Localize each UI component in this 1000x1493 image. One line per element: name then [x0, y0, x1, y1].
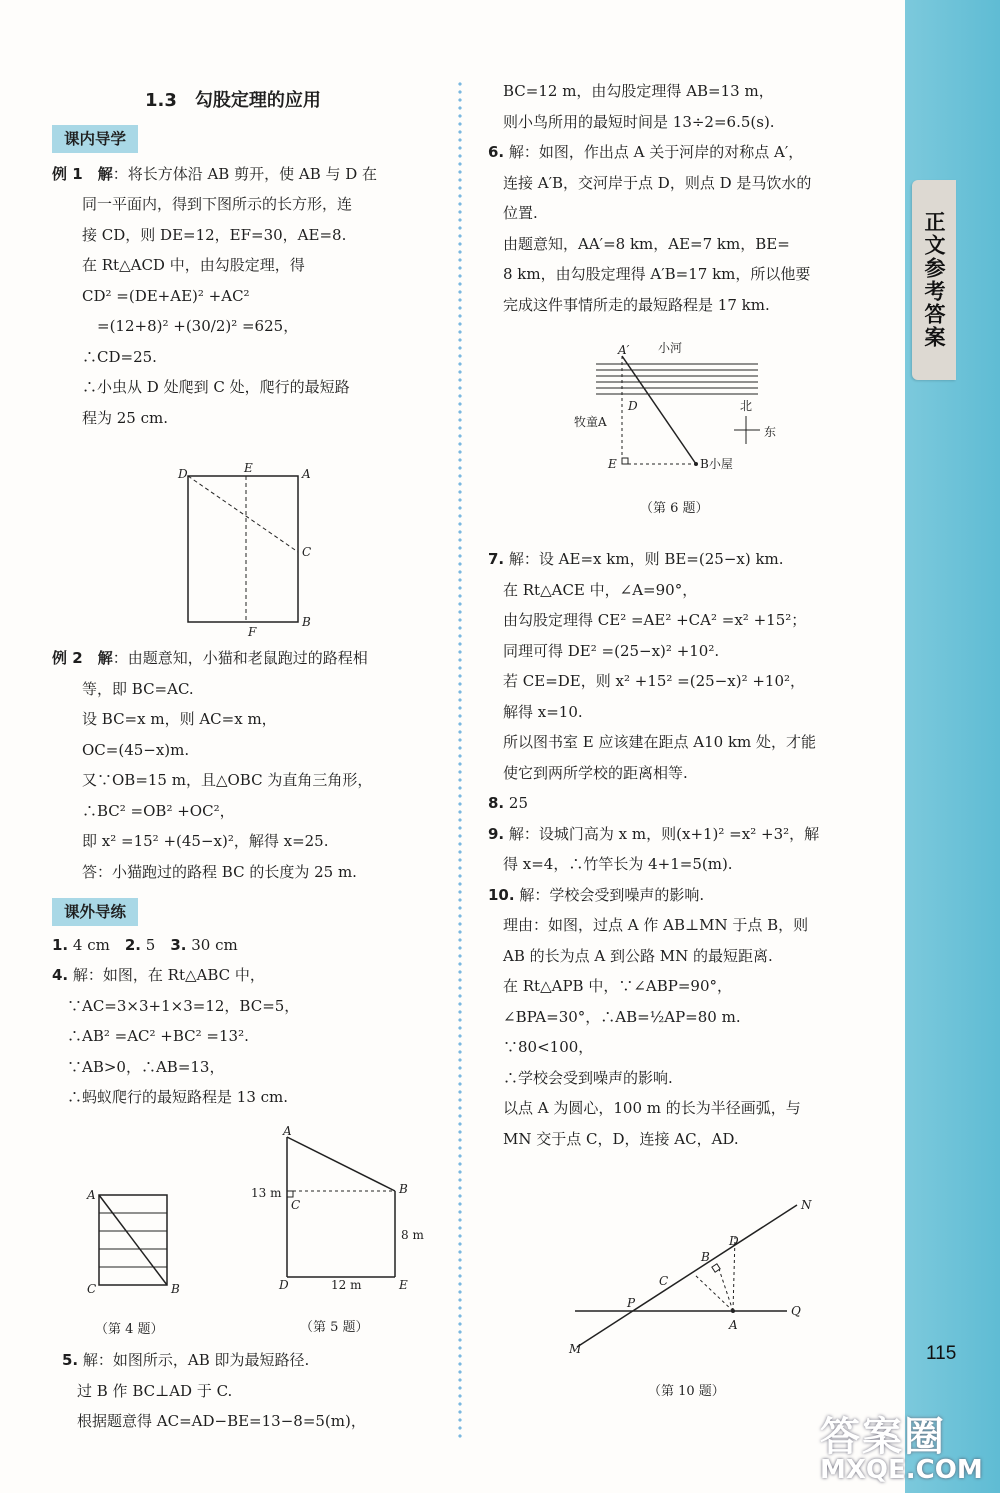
exercises-7-10-text: [488, 544, 819, 1154]
text-line: 同理可得 DE² =(25−x)² +10².: [488, 641, 720, 660]
text-line: 由勾股定理得 CE² =AE² +CA² =x² +15²；: [488, 611, 807, 629]
section-tab[interactable]: [912, 180, 956, 380]
text-line: ∵AC=3×3+1×3=12，BC=5，: [52, 996, 300, 1015]
svg-text:B: B: [171, 1282, 180, 1296]
text-line: ∠BPA=30°，∴AB=½AP=80 m.: [488, 1007, 741, 1026]
watermark-logo: [820, 1405, 990, 1490]
text-line: 根据题意得 AC=AD−BE=13−8=5(m)，: [62, 1412, 366, 1430]
fig5-label-right: 8 m: [401, 1228, 424, 1242]
fig-q10-road: [565, 1195, 825, 1365]
svg-text:D: D: [628, 399, 638, 413]
page-number: 115: [926, 1343, 957, 1364]
svg-text:D: D: [279, 1278, 289, 1292]
exercise-5-6-text: [488, 76, 811, 320]
text-line: AB 的长为点 A 到公路 MN 的最短距离.: [488, 946, 773, 965]
text-line: 接 CD，则 DE=12，EF=30，AE=8.: [52, 225, 347, 244]
svg-text:C: C: [291, 1198, 301, 1212]
example-2-text: [52, 643, 372, 887]
svg-text:B: B: [399, 1182, 408, 1196]
svg-text:C: C: [302, 545, 312, 559]
text-line: 即 x² =15² +(45−x)²，解得 x=25.: [52, 832, 329, 850]
left-column-2: [52, 643, 372, 887]
fig5-label-bottom: 12 m: [331, 1278, 362, 1292]
text-line: ∴AB² =AC² +BC² =13².: [52, 1027, 249, 1045]
text-line: 所以图书室 E 应该建在距点 A10 km 处，才能: [488, 733, 817, 751]
text-line: 完成这件事情所走的最短路程是 17 km.: [488, 295, 770, 314]
right-column: [488, 76, 811, 320]
text-line: 位置.: [488, 204, 538, 222]
column-divider: [458, 80, 462, 1440]
text-line: MN 交于点 C，D，连接 AC，AD.: [488, 1129, 739, 1148]
caption-q4: （第 4 题）: [95, 1322, 164, 1337]
fig-q6-river: [568, 338, 808, 483]
fig6-east-label: 东: [764, 425, 777, 439]
svg-text:C: C: [659, 1274, 669, 1288]
caption-q10: （第 10 题）: [648, 1384, 725, 1399]
text-line: ∵AB>0，∴AB=13，: [52, 1057, 225, 1076]
text-line: 在 Rt△ACE 中，∠A=90°，: [488, 580, 698, 599]
svg-text:D: D: [729, 1234, 739, 1248]
text-line: ∴CD=25.: [52, 347, 157, 366]
text-line: 答：小猫跑过的路程 BC 的长度为 25 m.: [52, 862, 357, 881]
text-line: 7. 解：设 AE=x km，则 BE=(25−x) km.: [488, 550, 784, 568]
text-line: 使它到两所学校的距离相等.: [488, 763, 688, 782]
text-line: 过 B 作 BC⊥AD 于 C.: [62, 1381, 233, 1400]
svg-text:B: B: [302, 615, 311, 629]
exercises-1-4-text: [52, 930, 299, 1113]
text-line: 程为 25 cm.: [52, 408, 169, 427]
watermark-line1: 答案圈: [820, 1414, 946, 1460]
text-line: 以点 A 为圆心，100 m 的长为半径画弧，与: [488, 1099, 801, 1117]
text-line: 等，即 BC=AC.: [52, 679, 194, 698]
text-line: 连接 A′B，交河岸于点 D，则点 D 是马饮水的: [488, 173, 812, 192]
left-column-4: [62, 1345, 366, 1437]
example-1-text: [52, 159, 377, 434]
text-line: 又∵OB=15 m，且△OBC 为直角三角形，: [52, 771, 373, 789]
left-column: [52, 124, 377, 433]
fig6-north-label: 北: [740, 399, 753, 413]
text-line: 5. 解：如图所示，AB 即为最短路径.: [62, 1351, 310, 1369]
text-line: BC=12 m，由勾股定理得 AB=13 m，: [488, 82, 774, 100]
text-line: 1. 4 cm 2. 5 3. 30 cm: [52, 935, 238, 954]
caption-q6: （第 6 题）: [640, 501, 709, 516]
text-line: =(12+8)² +(30/2)² =625，: [52, 317, 299, 335]
text-line: 若 CE=DE，则 x² +15² =(25−x)² +10²，: [488, 672, 806, 690]
svg-text:N: N: [801, 1198, 812, 1212]
text-line: CD² =(DE+AE)² +AC²: [52, 286, 250, 305]
fig-q5-trapezoid: [245, 1125, 435, 1300]
text-line: 10. 解：学校会受到噪声的影响.: [488, 885, 705, 904]
svg-text:A: A: [302, 467, 311, 481]
section-tab-label: 正文参考答案: [922, 211, 946, 349]
text-line: ∴蚂蚁爬行的最短路程是 13 cm.: [52, 1088, 289, 1106]
section-after-class: 课外导练: [52, 898, 138, 926]
text-line: 得 x=4，∴竹竿长为 4+1=5(m).: [488, 855, 733, 873]
text-line: OC=(45−x)m.: [52, 740, 190, 759]
text-line: 6. 解：如图，作出点 A 关于河岸的对称点 A′，: [488, 143, 804, 161]
svg-text:F: F: [248, 625, 257, 639]
text-line: 在 Rt△ACD 中，由勾股定理，得: [52, 256, 305, 274]
exercise-5-text: [62, 1345, 366, 1437]
text-line: 理由：如图，过点 A 作 AB⊥MN 于点 B，则: [488, 916, 809, 934]
svg-text:M: M: [569, 1342, 582, 1356]
text-line: ∴学校会受到噪声的影响.: [488, 1068, 673, 1087]
caption-q5: （第 5 题）: [300, 1320, 369, 1335]
svg-text:B: B: [701, 1250, 710, 1264]
svg-text:E: E: [399, 1278, 408, 1292]
text-line: ∵80<100，: [488, 1038, 594, 1056]
svg-text:A: A: [283, 1125, 292, 1138]
svg-text:A: A: [729, 1318, 738, 1332]
text-line: 例 1 解：将长方体沿 AB 剪开，使 AB 与 D 在: [52, 164, 378, 183]
fig6-pasture-label: 牧童A: [574, 415, 607, 429]
text-line: 4. 解：如图，在 Rt△ABC 中，: [52, 966, 265, 984]
text-line: 9. 解：设城门高为 x m，则(x+1)² =x² +3²，解: [488, 824, 820, 843]
left-column-3: [52, 897, 299, 1113]
text-line: 由题意知，AA′=8 km，AE=7 km，BE=: [488, 234, 790, 253]
text-line: 则小鸟所用的最短时间是 13÷2=6.5(s).: [488, 112, 775, 131]
text-line: 同一平面内，得到下图所示的长方形，连: [52, 195, 353, 213]
svg-text:E: E: [244, 461, 253, 475]
fig-q4-ladder: [85, 1185, 195, 1300]
page-title: 1.3 勾股定理的应用: [145, 90, 321, 111]
svg-text:D: D: [178, 467, 188, 481]
svg-text:A′: A′: [618, 343, 630, 357]
text-line: 解得 x=10.: [488, 702, 583, 721]
fig5-label-left: 13 m: [251, 1186, 282, 1200]
right-column-2: [488, 544, 819, 1154]
svg-text:A: A: [87, 1188, 96, 1202]
watermark-line2: MXQE.COM: [820, 1455, 983, 1485]
text-line: 例 2 解：由题意知，小猫和老鼠跑过的路程相: [52, 649, 368, 667]
fig6-house-label: B小屋: [700, 457, 733, 471]
svg-text:E: E: [608, 457, 617, 471]
svg-text:C: C: [87, 1282, 97, 1296]
fig-example1-rectangle: [170, 460, 320, 650]
text-line: ∴BC² =OB² +OC²，: [52, 801, 235, 820]
section-in-class: 课内导学: [52, 125, 138, 153]
fig6-river-label: 小河: [658, 341, 683, 355]
svg-text:Q: Q: [791, 1304, 801, 1318]
text-line: ∴小虫从 D 处爬到 C 处，爬行的最短路: [52, 378, 350, 396]
text-line: 在 Rt△APB 中，∵∠ABP=90°，: [488, 977, 733, 995]
text-line: 8 km，由勾股定理得 A′B=17 km，所以他要: [488, 265, 811, 283]
text-line: 设 BC=x m，则 AC=x m，: [52, 710, 277, 728]
text-line: 8. 25: [488, 794, 528, 812]
svg-text:P: P: [627, 1296, 636, 1310]
